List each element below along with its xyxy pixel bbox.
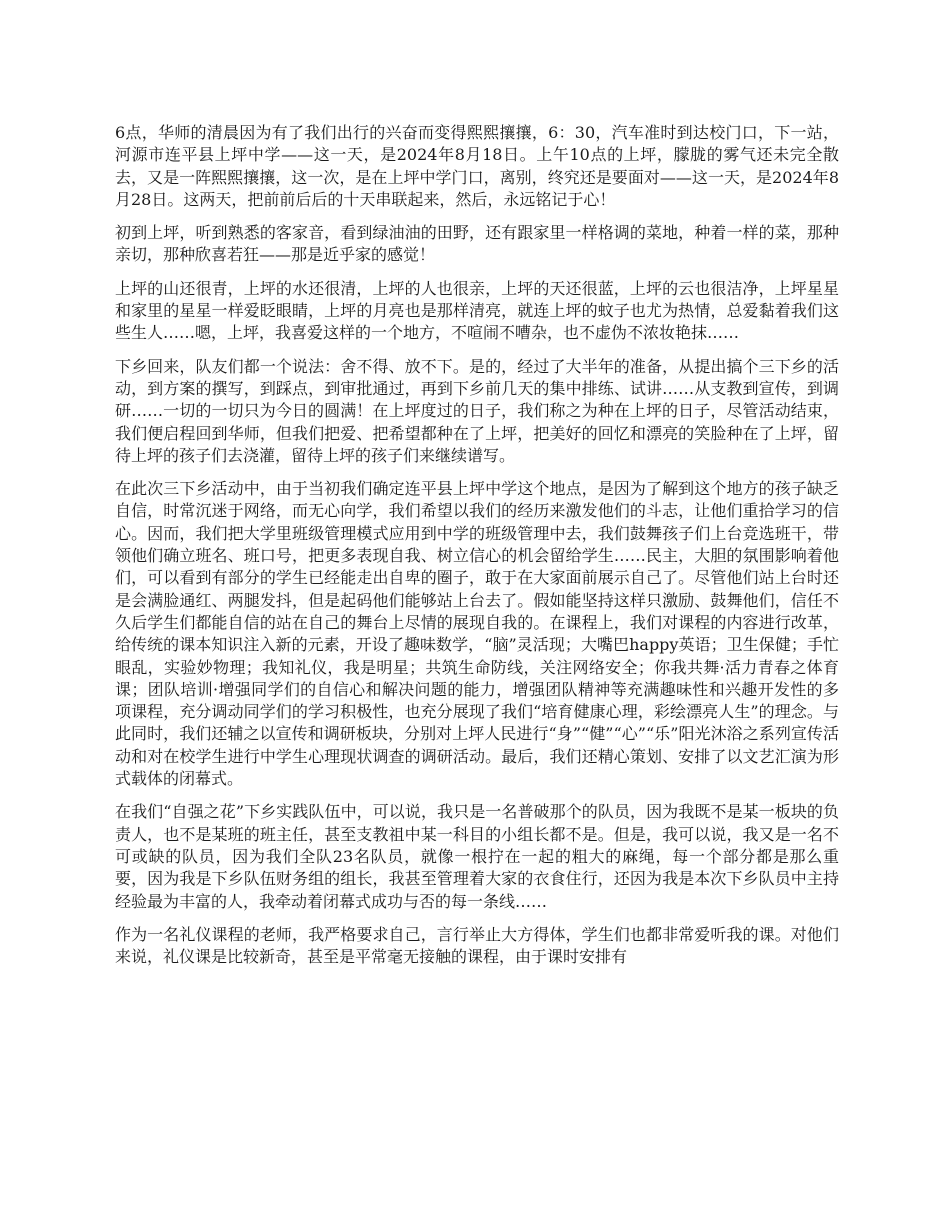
paragraph-team-role: 在我们“自强之花”下乡实践队伍中，可以说，我只是一名普破那个的队员，因为我既不是某一板块的负责人，也不是某班的班主任，甚至支教祖中某一科目的小组长都不是。但是，我可以说，我又是一名不可或缺的队员，因为我们全队23名队员，就像一根拧在一起的粗大的麻绳，每一个部分都是那么重要，因为我是下乡队伍财务组的组长，我甚至管理着大家的衣食住行，还因为我是本次下乡队员中主持经验最为丰富的人，我牵动着闭幕式成功与否的每一条线…… [115,802,839,911]
paragraph-intro: 6点，华师的清晨因为有了我们出行的兴奋而变得熙熙攘攘，6：30，汽车准时到达校门口，下一站，河源市连平县上坪中学——这一天，是2024年8月18日。上午10点的上坪，朦胧的雾气还未完全散去，又是一阵熙熙攘攘，这一次，是在上坪中学门口，离别，终究还是要面对——这一天，是2024年8月28日。这两天，把前前后后的十天串联起来，然后，永远铭记于心！ [115,123,839,209]
paragraph-scenery: 上坪的山还很青，上坪的水还很清，上坪的人也很亲，上坪的天还很蓝，上坪的云也很洁净，上坪星星和家里的星星一样爱眨眼睛，上坪的月亮也是那样清亮，就连上坪的蚊子也尤为热情，总爱黏着我们这些生人……嗯，上坪，我喜爱这样的一个地方，不喧闹不嘈杂，也不虚伪不浓妆艳抹…… [115,278,839,343]
paragraph-etiquette: 作为一名礼仪课程的老师，我严格要求自己，言行举止大方得体，学生们也都非常爱听我的课。对他们来说，礼仪课是比较新奇，甚至是平常毫无接触的课程，由于课时安排有 [115,924,839,967]
paragraph-return: 下乡回来，队友们都一个说法：舍不得、放不下。是的，经过了大半年的准备，从提出搞个三下乡的活动，到方案的撰写，到踩点，到审批通过，再到下乡前几天的集中排练、试讲……从支教到宣传，到调研……一切的一切只为今日的圆满！在上坪度过的日子，我们称之为种在上坪的日子，尽管活动结束，我们便启程回到华师，但我们把爱、把希望都种在了上坪，把美好的回忆和漂亮的笑脸种在了上坪，留待上坪的孩子们去浇灌，留待上坪的孩子们来继续谱写。 [115,356,839,465]
document-body [115,122,839,979]
paragraph-activities: 在此次三下乡活动中，由于当初我们确定连平县上坪中学这个地点，是因为了解到这个地方的孩子缺乏自信，时常沉迷于网络，而无心向学，我们希望以我们的经历来激发他们的斗志，让他们重拾学习的信心。因而，我们把大学里班级管理模式应用到中学的班级管理中去，我们鼓舞孩子们上台竞选班干，带领他们确立班名、班口号，把更多表现自我、树立信心的机会留给学生……民主，大胆的氛围影响着他们，可以看到有部分的学生已经能走出自卑的圈子，敢于在大家面前展示自己了。尽管他们站上台时还是会满脸通红、两腿发抖，但是起码他们能够站上台去了。假如能坚持这样只激励、鼓舞他们，信任不久后学生们都能自信的站在自己的舞台上尽情的展现自我的。在课程上，我们对课程的内容进行改革，给传统的课本知识注入新的元素，开设了趣味数学，“脑”灵活现；大嘴巴happy英语；卫生保健；手忙眼乱，实验妙物理；我知礼仪，我是明星；共筑生命防线，关注网络安全；你我共舞·活力青春之体育课；团队培训·增强同学们的自信心和解决问题的能力，增强团队精神等充满趣味性和兴趣开发性的多项课程，充分调动同学们的学习积极性，也充分展现了我们“培育健康心理，彩绘漂亮人生”的理念。与此同时，我们还辅之以宣传和调研板块，分别对上坪人民进行“身”“健”“心”“乐”阳光沐浴之系列宣传活动和对在校学生进行中学生心理现状调查的调研活动。最后，我们还精心策划、安排了以文艺汇演为形式载体的闭幕式。 [115,479,839,789]
paragraph-arrival: 初到上坪，听到熟悉的客家音，看到绿油油的田野，还有跟家里一样格调的菜地，种着一样的菜，那种亲切，那种欣喜若狂——那是近乎家的感觉！ [115,223,839,265]
